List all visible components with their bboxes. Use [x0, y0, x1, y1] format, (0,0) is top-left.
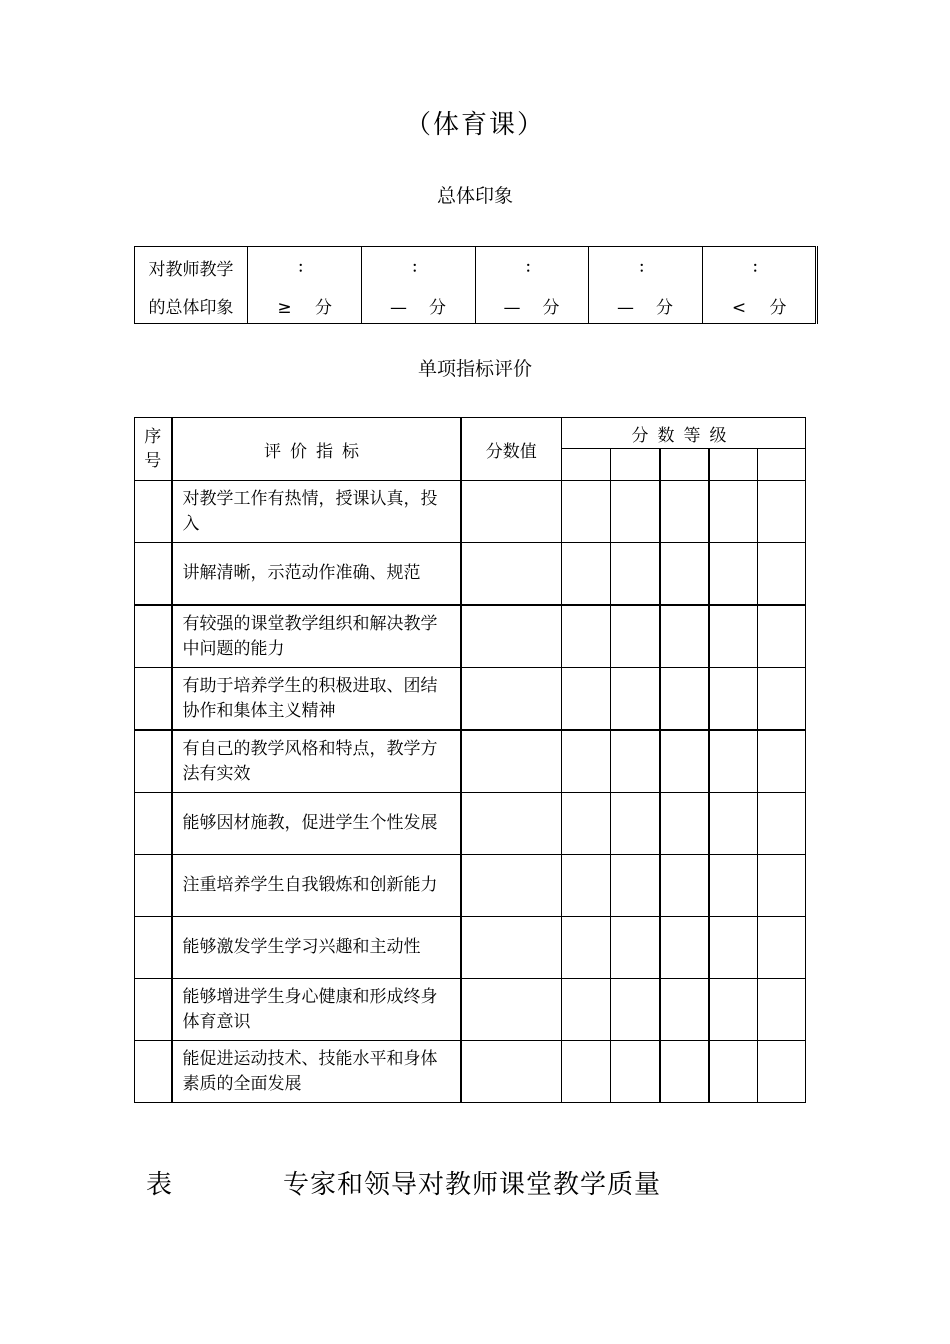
- footer-label-table: 表: [146, 1170, 173, 1200]
- grade-col-5: [758, 449, 806, 481]
- overall-level-1: ≥ 分: [248, 287, 362, 324]
- overall-label-line2: 的总体印象: [135, 287, 248, 324]
- grade-col-1: [562, 449, 611, 481]
- indicator-text: 有助于培养学生的积极进取、团结协作和集体主义精神: [172, 668, 461, 731]
- seq-cell: [135, 668, 172, 731]
- seq-cell: [135, 730, 172, 793]
- grade-col-4: [709, 449, 758, 481]
- indicator-text: 能够因材施教，促进学生个性发展: [172, 793, 461, 855]
- overall-impression-table: [134, 246, 818, 324]
- table-row: [135, 543, 806, 606]
- indicator-text: 对教学工作有热情，授课认真，投入: [172, 481, 461, 543]
- section-title-overall: 总体印象: [436, 185, 513, 207]
- indicator-text: 能够激发学生学习兴趣和主动性: [172, 917, 461, 979]
- score-cell: [461, 543, 562, 606]
- indicator-text: 有较强的课堂教学组织和解决教学中问题的能力: [172, 605, 461, 668]
- score-cell: [461, 793, 562, 855]
- table-row: [135, 730, 806, 793]
- overall-level-5: < 分: [703, 287, 817, 324]
- seq-cell: [135, 1041, 172, 1103]
- seq-cell: [135, 481, 172, 543]
- overall-label-line1: 对教师教学: [135, 247, 248, 288]
- score-cell: [461, 605, 562, 668]
- table-row: [135, 793, 806, 855]
- seq-cell: [135, 543, 172, 606]
- score-cell: [461, 481, 562, 543]
- colon-mark: ：: [752, 260, 766, 276]
- table-row: [135, 1041, 806, 1103]
- grade-col-2: [611, 449, 660, 481]
- score-cell: [461, 1041, 562, 1103]
- colon-mark: ：: [638, 260, 653, 276]
- indicator-text: 能够增进学生身心健康和形成终身体育意识: [172, 979, 461, 1041]
- section-title-indicators: 单项指标评价: [417, 358, 532, 380]
- indicator-evaluation-table: [134, 417, 806, 1103]
- score-cell: [461, 855, 562, 917]
- table-row: [135, 979, 806, 1041]
- table-row: [135, 481, 806, 543]
- header-grade: 分数等级: [562, 418, 806, 449]
- score-cell: [461, 917, 562, 979]
- colon-mark: ：: [297, 260, 312, 276]
- seq-cell: [135, 979, 172, 1041]
- indicator-text: 注重培养学生自我锻炼和创新能力: [172, 855, 461, 917]
- score-cell: [461, 730, 562, 793]
- grade-col-3: [660, 449, 709, 481]
- seq-cell: [135, 793, 172, 855]
- header-seq: 序号: [135, 418, 172, 481]
- overall-level-4: — 分: [589, 287, 703, 324]
- footer-heading: 专家和领导对教师课堂教学质量: [283, 1170, 662, 1200]
- overall-level-2: — 分: [362, 287, 476, 324]
- seq-cell: [135, 855, 172, 917]
- colon-mark: ：: [411, 260, 426, 276]
- indicator-text: 讲解清晰，示范动作准确、规范: [172, 543, 461, 606]
- colon-mark: ：: [525, 260, 539, 276]
- table-row: [135, 605, 806, 668]
- score-cell: [461, 979, 562, 1041]
- table-row: [135, 668, 806, 731]
- indicator-text: 有自己的教学风格和特点，教学方法有实效: [172, 730, 461, 793]
- seq-cell: [135, 605, 172, 668]
- table-row: [135, 917, 806, 979]
- indicator-text: 能促进运动技术、技能水平和身体素质的全面发展: [172, 1041, 461, 1103]
- header-indicator: 评价指标: [172, 418, 461, 481]
- page-title: （体育课）: [404, 110, 545, 140]
- header-score: 分数值: [461, 418, 562, 481]
- seq-cell: [135, 917, 172, 979]
- table-row: [135, 855, 806, 917]
- overall-level-3: — 分: [476, 287, 589, 324]
- score-cell: [461, 668, 562, 731]
